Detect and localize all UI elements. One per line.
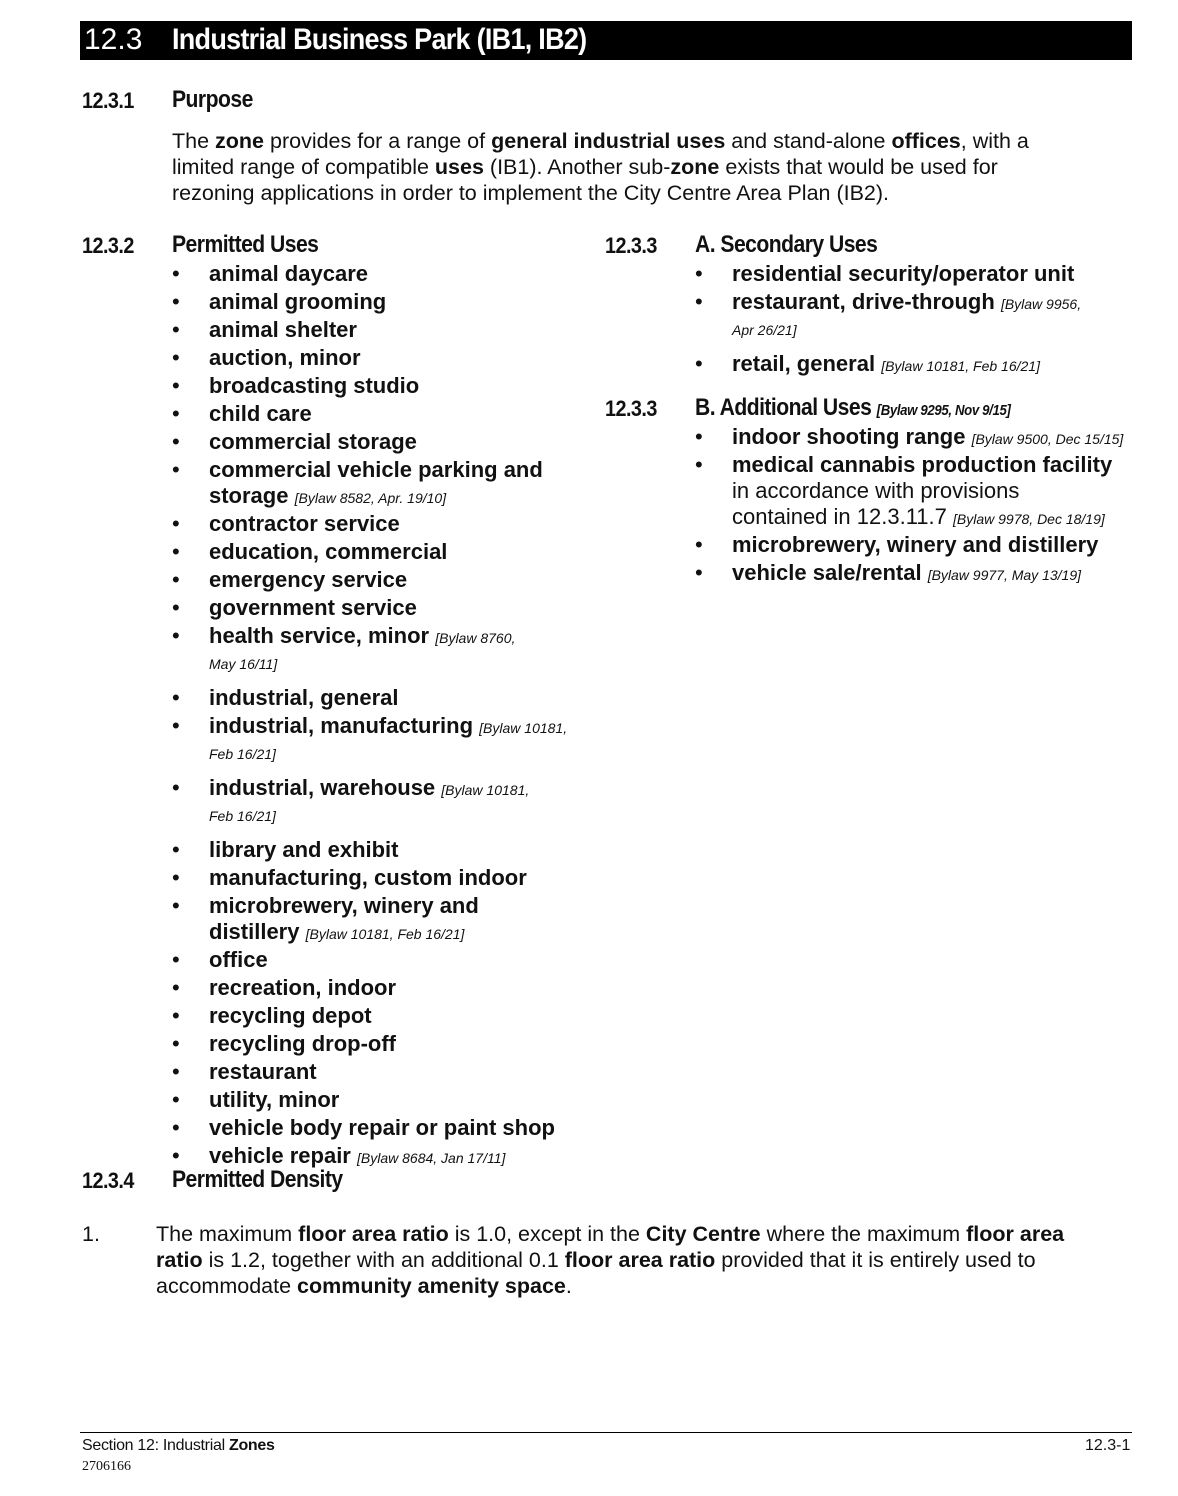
bylaw-note: [Bylaw 9500, Dec 15/15] bbox=[971, 431, 1124, 447]
bylaw-note: [Bylaw 10181, Feb 16/21] bbox=[881, 358, 1040, 374]
use-text: animal shelter bbox=[209, 317, 357, 342]
bylaw-note: Feb 16/21] bbox=[209, 808, 276, 824]
bylaw-note: [Bylaw 9977, May 13/19] bbox=[927, 567, 1081, 583]
bylaw-note: [Bylaw 9956, bbox=[1000, 296, 1082, 312]
use-text: vehicle body repair or paint shop bbox=[209, 1115, 555, 1140]
use-text: health service, minor bbox=[209, 623, 430, 648]
use-text: child care bbox=[209, 401, 312, 426]
list-item bbox=[172, 429, 592, 455]
list-item bbox=[172, 289, 592, 315]
use-text: vehicle repair bbox=[209, 1143, 351, 1168]
purpose-paragraph: The zone provides for a range of general industrial uses and stand-alone offices, with a limited range of compatible uses (IB1). Another sub-zone exists that would be used for rezoning applications in order to implement the City Centre Area Plan (IB2). bbox=[172, 129, 1029, 205]
list-item bbox=[172, 539, 592, 565]
list-item bbox=[172, 893, 592, 945]
use-text: recreation, indoor bbox=[209, 975, 397, 1000]
list-item bbox=[695, 261, 1135, 287]
density-number: 12.3.4 bbox=[82, 1168, 134, 1193]
list-item bbox=[172, 345, 592, 371]
use-text: office bbox=[209, 947, 268, 972]
list-item bbox=[172, 975, 592, 1001]
list-item bbox=[172, 775, 592, 827]
list-item bbox=[172, 1003, 592, 1029]
use-text: commercial vehicle parking and bbox=[209, 457, 543, 482]
use-text: utility, minor bbox=[209, 1087, 340, 1112]
bylaw-note: [Bylaw 10181, Feb 16/21] bbox=[305, 926, 465, 942]
list-item bbox=[695, 452, 1135, 530]
use-text: indoor shooting range bbox=[732, 424, 966, 449]
purpose-number: 12.3.1 bbox=[82, 88, 134, 113]
section-number: 12.3 bbox=[84, 23, 143, 56]
list-item bbox=[695, 532, 1135, 558]
use-text: education, commercial bbox=[209, 539, 448, 564]
bylaw-note: [Bylaw 8760, bbox=[435, 630, 516, 646]
use-text: medical cannabis production facility bbox=[732, 452, 1113, 477]
secondary-uses-list bbox=[695, 261, 1135, 379]
secondary-heading: A. Secondary Uses bbox=[695, 231, 878, 258]
permitted-uses-list bbox=[172, 261, 592, 1171]
use-text: animal grooming bbox=[209, 289, 387, 314]
list-item bbox=[172, 457, 592, 509]
section-title-bar bbox=[80, 21, 1132, 60]
use-text: emergency service bbox=[209, 567, 408, 592]
secondary-number: 12.3.3 bbox=[605, 233, 657, 258]
bylaw-note: [Bylaw 10181, bbox=[479, 720, 568, 736]
use-text: auction, minor bbox=[209, 345, 361, 370]
purpose-heading: Purpose bbox=[172, 86, 253, 113]
use-text: restaurant bbox=[209, 1059, 317, 1084]
list-item bbox=[172, 1059, 592, 1085]
use-text: recycling drop-off bbox=[209, 1031, 397, 1056]
additional-heading: B. Additional Uses [Bylaw 9295, Nov 9/15] bbox=[695, 394, 1011, 421]
use-text: government service bbox=[209, 595, 417, 620]
use-text: residential security/operator unit bbox=[732, 261, 1075, 286]
use-text: contained in 12.3.11.7 bbox=[732, 504, 947, 529]
bylaw-note: [Bylaw 8582, Apr. 19/10] bbox=[294, 490, 447, 506]
use-text: recycling depot bbox=[209, 1003, 372, 1028]
bylaw-note: Feb 16/21] bbox=[209, 746, 276, 762]
use-text: broadcasting studio bbox=[209, 373, 420, 398]
list-item bbox=[172, 1087, 592, 1113]
use-text: industrial, warehouse bbox=[209, 775, 436, 800]
list-item bbox=[695, 289, 1135, 341]
use-text: contractor service bbox=[209, 511, 400, 536]
list-item bbox=[172, 713, 592, 765]
use-text: industrial, general bbox=[209, 685, 399, 710]
use-text: distillery bbox=[209, 919, 300, 944]
use-text: microbrewery, winery and distillery bbox=[732, 532, 1099, 557]
list-item bbox=[172, 865, 592, 891]
list-item bbox=[172, 623, 592, 675]
use-text: animal daycare bbox=[209, 261, 368, 286]
permitted-number: 12.3.2 bbox=[82, 233, 134, 258]
list-item bbox=[172, 373, 592, 399]
density-heading: Permitted Density bbox=[172, 1166, 343, 1193]
bylaw-note: [Bylaw 8684, Jan 17/11] bbox=[357, 1150, 506, 1166]
use-text: restaurant, drive-through bbox=[732, 289, 995, 314]
list-item bbox=[172, 685, 592, 711]
permitted-heading: Permitted Uses bbox=[172, 231, 319, 258]
list-item bbox=[172, 837, 592, 863]
list-item bbox=[695, 351, 1135, 377]
use-text: industrial, manufacturing bbox=[209, 713, 474, 738]
additional-heading-note: [Bylaw 9295, Nov 9/15] bbox=[876, 402, 1011, 419]
list-item bbox=[695, 424, 1135, 450]
bylaw-note: May 16/11] bbox=[209, 656, 278, 672]
list-item bbox=[172, 511, 592, 537]
use-text: microbrewery, winery and bbox=[209, 893, 479, 918]
list-item bbox=[172, 317, 592, 343]
use-text: in accordance with provisions bbox=[732, 478, 1020, 503]
additional-number: 12.3.3 bbox=[605, 396, 657, 421]
bylaw-note: [Bylaw 9978, Dec 18/19] bbox=[953, 511, 1105, 527]
use-text: commercial storage bbox=[209, 429, 417, 454]
footer-rule bbox=[80, 1432, 1132, 1433]
density-paragraph: The maximum floor area ratio is 1.0, except in the City Centre where the maximum floor area ratio is 1.2, together with an additional 0.1 floor area ratio provided that it is entirely used to accommodate community amenity space. bbox=[156, 1222, 1065, 1298]
list-item bbox=[172, 595, 592, 621]
list-item bbox=[172, 947, 592, 973]
density-item-number: 1. bbox=[82, 1222, 100, 1246]
footer-section: Section 12: Industrial Zones bbox=[82, 1437, 275, 1454]
use-text: library and exhibit bbox=[209, 837, 399, 862]
list-item bbox=[172, 1115, 592, 1141]
footer-page-number: 12.3-1 bbox=[1085, 1437, 1131, 1454]
list-item bbox=[695, 560, 1135, 586]
list-item bbox=[172, 567, 592, 593]
list-item bbox=[172, 401, 592, 427]
footer-document-code: 2706166 bbox=[82, 1459, 131, 1474]
section-title: Industrial Business Park (IB1, IB2) bbox=[172, 23, 587, 56]
use-text: storage bbox=[209, 483, 289, 508]
use-text: manufacturing, custom indoor bbox=[209, 865, 527, 890]
bylaw-note: [Bylaw 10181, bbox=[441, 782, 530, 798]
use-text: retail, general bbox=[732, 351, 876, 376]
use-text: vehicle sale/rental bbox=[732, 560, 922, 585]
additional-uses-list bbox=[695, 424, 1135, 588]
list-item bbox=[172, 261, 592, 287]
list-item bbox=[172, 1031, 592, 1057]
bylaw-note: Apr 26/21] bbox=[732, 322, 797, 338]
